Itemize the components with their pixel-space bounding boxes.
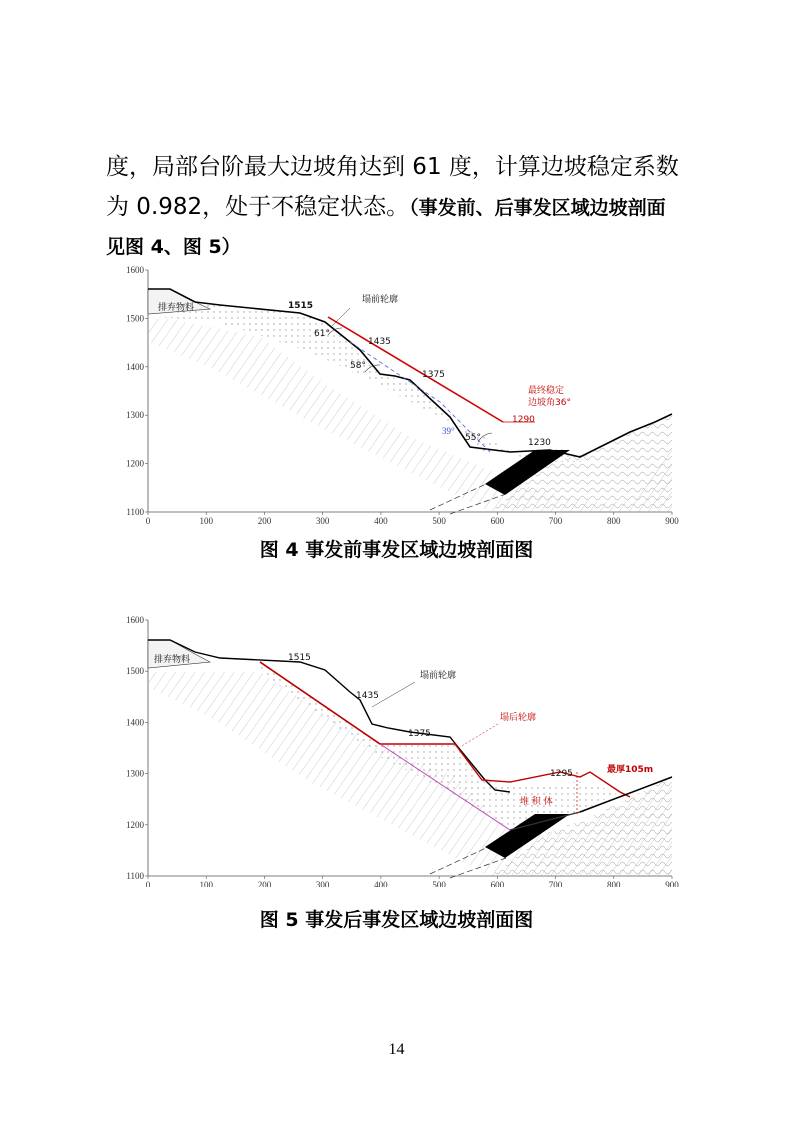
label-collapse-front: 塌前轮廓 [420, 671, 457, 681]
label-55: 55° [465, 433, 481, 443]
label-collapse-back: 塌后轮廓 [500, 713, 537, 723]
x-tick-label: 700 [548, 880, 563, 887]
y-tick-label: 1300 [126, 410, 144, 421]
paragraph-line-1: 度，局部台阶最大边坡角达到 61 度，计算边坡稳定系数 [106, 154, 679, 180]
y-tick-label: 1500 [126, 666, 144, 677]
label-dump: 排弃物料 [158, 303, 195, 313]
label-1375: 1375 [408, 729, 431, 739]
label-1375: 1375 [422, 370, 445, 380]
x-tick-label: 900 [665, 516, 679, 524]
label-61: 61° [314, 329, 330, 339]
y-tick-label: 1100 [126, 871, 144, 881]
x-tick-label: 0 [145, 516, 151, 524]
x-tick-label: 800 [607, 516, 621, 524]
leader-collapse-back [460, 724, 498, 747]
label-1515: 1515 [288, 653, 311, 663]
x-tick-label: 200 [257, 516, 272, 524]
label-max-thickness: 最厚105m [607, 765, 654, 775]
x-tick-label: 300 [315, 880, 330, 887]
y-tick-label: 1200 [126, 819, 144, 830]
figure-5 [110, 612, 690, 887]
x-tick-label: 200 [257, 880, 272, 887]
x-tick-label: 100 [199, 880, 213, 887]
paragraph-line-3: 见图 4、图 5） [106, 236, 241, 258]
figure-4-caption: 图 4 事发前事发区域边坡剖面图 [259, 539, 534, 561]
x-tick-label: 500 [432, 516, 446, 524]
paragraph-line-2 [106, 188, 666, 221]
x-tick-label: 800 [607, 880, 621, 887]
y-tick-label: 1200 [126, 458, 144, 469]
label-39: 39° [442, 426, 455, 436]
y-tick-label: 1100 [126, 507, 144, 517]
figure-4-plot [110, 262, 690, 524]
y-tick-label: 1600 [126, 265, 144, 275]
label-collapse-front: 塌前轮廓 [362, 295, 399, 305]
x-tick-label: 100 [199, 516, 213, 524]
figure-5-plot [110, 612, 690, 887]
x-tick-label: 500 [432, 880, 446, 887]
label-1435: 1435 [356, 691, 379, 701]
y-tick-label: 1300 [126, 768, 144, 779]
x-tick-label: 400 [374, 880, 388, 887]
label-1290: 1290 [512, 415, 535, 425]
leader-collapse-front [332, 308, 350, 326]
page-number: 14 [388, 1041, 405, 1058]
label-1230: 1230 [528, 438, 551, 448]
label-58: 58° [350, 361, 366, 371]
y-tick-label: 1400 [126, 361, 144, 372]
figure-4 [110, 262, 690, 524]
figure-5-caption: 图 5 事发后事发区域边坡剖面图 [259, 909, 534, 931]
label-1515: 1515 [288, 301, 314, 311]
x-tick-label: 0 [145, 880, 151, 887]
label-final-stable-1: 最终稳定 [528, 386, 565, 396]
label-1435: 1435 [368, 337, 391, 347]
paragraph-line-2-main: 为 0.982，处于不稳定状态。 [106, 194, 410, 220]
x-tick-label: 700 [548, 516, 563, 524]
label-dump: 排弃物料 [154, 655, 191, 665]
label-debris: 堆 积 体 [520, 797, 553, 807]
y-tick-label: 1600 [126, 615, 144, 625]
x-tick-label: 600 [490, 516, 505, 524]
x-tick-label: 900 [665, 880, 679, 887]
x-tick-label: 300 [315, 516, 330, 524]
x-tick-label: 600 [490, 880, 505, 887]
label-1295: 1295 [550, 769, 573, 779]
label-final-stable-2: 边坡角36° [528, 398, 571, 408]
x-tick-label: 400 [374, 516, 388, 524]
paragraph-line-2-paren: （事发前、后事发区域边坡剖面 [409, 197, 666, 219]
y-tick-label: 1400 [126, 717, 144, 728]
y-tick-label: 1500 [126, 313, 144, 324]
